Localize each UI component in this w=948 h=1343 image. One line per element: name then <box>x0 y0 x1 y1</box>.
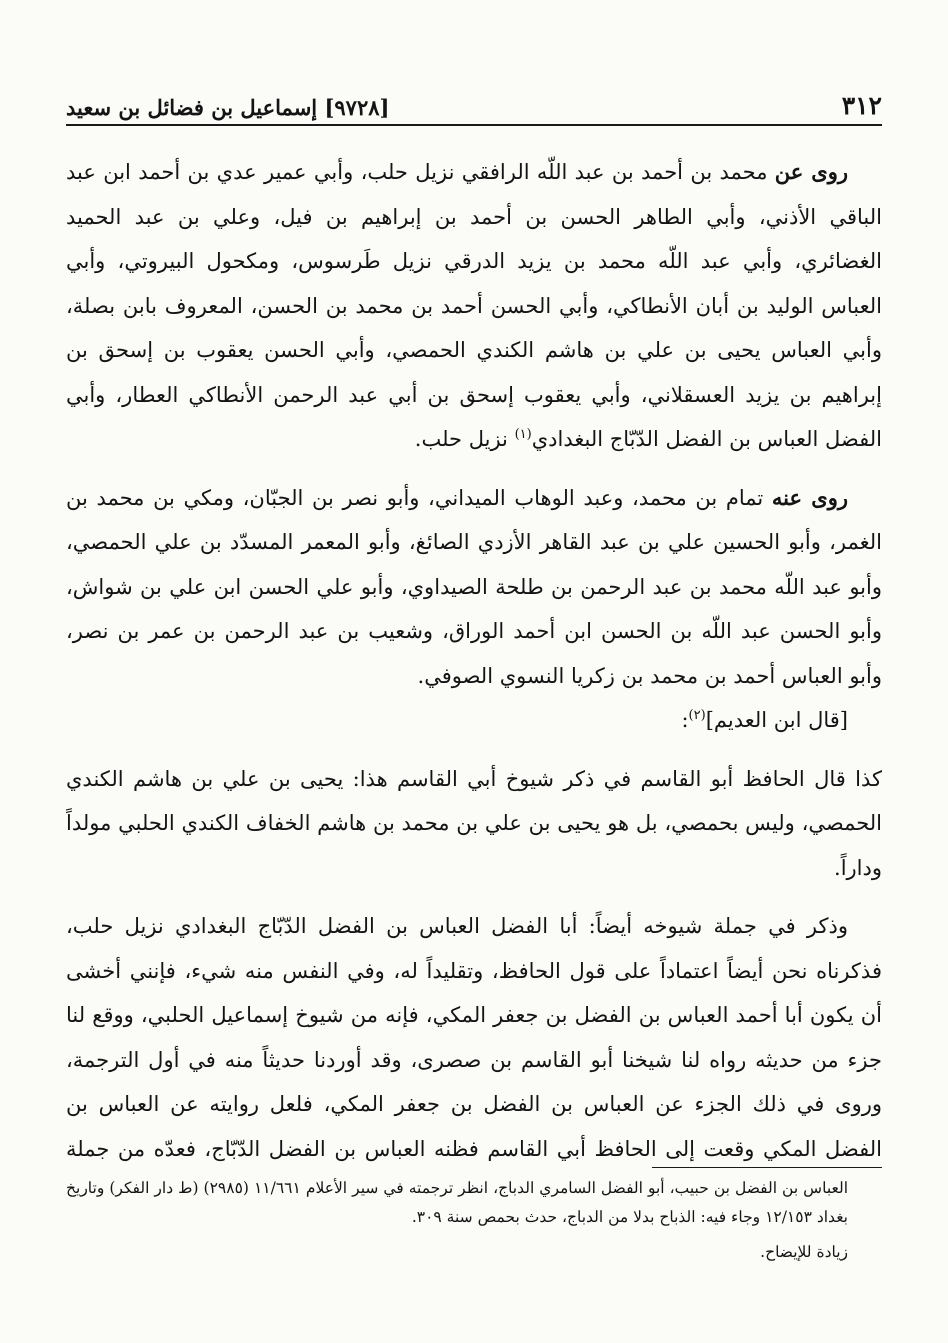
footnote-number <box>848 1238 882 1267</box>
paragraph-hafiz-note <box>66 757 882 891</box>
footnote-text: العباس بن الفضل بن حبيب، أبو الفضل السامري الدباج، انظر ترجمته في سير الأعلام ١١/٦٦١ (٢٩٨٥) (ط دار الفكر) وتاريخ بغداد ١٢/١٥٣ وجاء فيه: الذباح بدلا من الدباج، حدث بحمص سنة ٣٠٩. <box>66 1179 848 1226</box>
paragraph-tail: نزيل حلب. <box>414 427 515 451</box>
footnote-2 <box>66 1238 882 1267</box>
footnotes <box>66 1174 882 1274</box>
paragraph-tail: : <box>681 708 689 732</box>
paragraph-text: [قال ابن العديم] <box>705 708 848 732</box>
lead-phrase: روى عن <box>774 159 848 184</box>
paragraph-narrated-by <box>66 476 882 699</box>
footnote-number <box>848 1174 882 1203</box>
paragraph-text: تمام بن محمد، وعبد الوهاب الميداني، وأبو نصر بن الجبّان، ومكي بن محمد بن الغمر، وأبو الحسين علي بن عبد القاهر الأزدي الصائغ، وأبو المعمر المسدّد بن علي الحمصي، وأبو عبد اللّه محمد بن عبد الرحمن بن طلحة الصيداوي، وأبو علي الحسن ابن علي بن شواش، وأبو الحسن عبد اللّه بن الحسن ابن أحمد الوراق، وشعيب بن عبد الرحمن بن عمر بن نصر، وأبو العباس أحمد بن محمد بن زكريا النسوي الصوفي. <box>66 485 882 688</box>
running-title: [٩٧٢٨] إسماعيل بن فضائل بن سعيد <box>66 95 390 120</box>
page-number: ٣١٢ <box>841 91 882 120</box>
main-text <box>66 150 882 1170</box>
footnote-ref-1[interactable]: (١) <box>514 427 532 442</box>
page-header <box>66 82 882 126</box>
paragraph-ibn-al-adim <box>66 698 882 743</box>
lead-phrase: روى عنه <box>771 484 849 510</box>
paragraph-narrated-from <box>66 150 882 462</box>
footnote-1 <box>66 1174 882 1232</box>
paragraph-text: كذا قال الحافظ أبو القاسم في ذكر شيوخ أبي القاسم هذا: يحيى بن علي بن هاشم الكندي الحمصي، وليس بحمصي، بل هو يحيى بن علي بن محمد بن هاشم الخفاف الكندي الحلبي مولداً وداراً. <box>66 766 882 880</box>
paragraph-text: محمد بن أحمد بن عبد اللّه الرافقي نزيل حلب، وأبي عمير عدي بن أحمد ابن عبد الباقي الأذني، وأبي الطاهر الحسن بن أحمد بن إبراهيم بن فيل، وعلي بن عبد الحميد الغضائري، وأبي عبد اللّه محمد بن يزيد الدرقي نزيل طَرسوس، ومكحول البيروتي، وأبي العباس الوليد بن أبان الأنطاكي، وأبي الحسن أحمد بن محمد بن الحسن، المعروف بابن بصلة، وأبي العباس يحيى بن علي بن هاشم الكندي الحمصي، وأبي الحسن يعقوب بن إسحق بن إبراهيم بن يزيد العسقلاني، وأبي يعقوب إسحق بن أبي عبد الرحمن الأنطاكي العطار، وأبي الفضل العباس بن الفضل الدّبّاج البغدادي <box>66 160 882 451</box>
paragraph-shuyukh <box>66 904 882 1170</box>
footnote-separator <box>652 1167 882 1168</box>
paragraph-text: وذكر في جملة شيوخه أيضاً: أبا الفضل العباس بن الفضل الدّبّاج البغدادي نزيل حلب، فذكرناه نحن أيضاً اعتماداً على قول الحافظ، وتقليداً له، وفي النفس منه شيء، فإنني أخشى أن يكون أبا أحمد العباس بن الفضل بن جعفر المكي، فإنه من شيوخ إسماعيل الحلبي، ووقع لنا جزء من حديثه رواه لنا شيخنا أبو القاسم بن صصرى، وقد أوردنا حديثاً منه في أول الترجمة، وروى في ذلك الجزء عن العباس بن الفضل بن جعفر المكي، فلعل روايته عن العباس بن الفضل المكي وقعت إلى الحافظ أبي القاسم فظنه العباس بن الفضل الدّبّاج، فعدّه من جملة <box>66 914 882 1161</box>
footnote-text: زيادة للإيضاح. <box>760 1243 848 1261</box>
footnote-ref-2[interactable]: (٢) <box>688 708 706 723</box>
